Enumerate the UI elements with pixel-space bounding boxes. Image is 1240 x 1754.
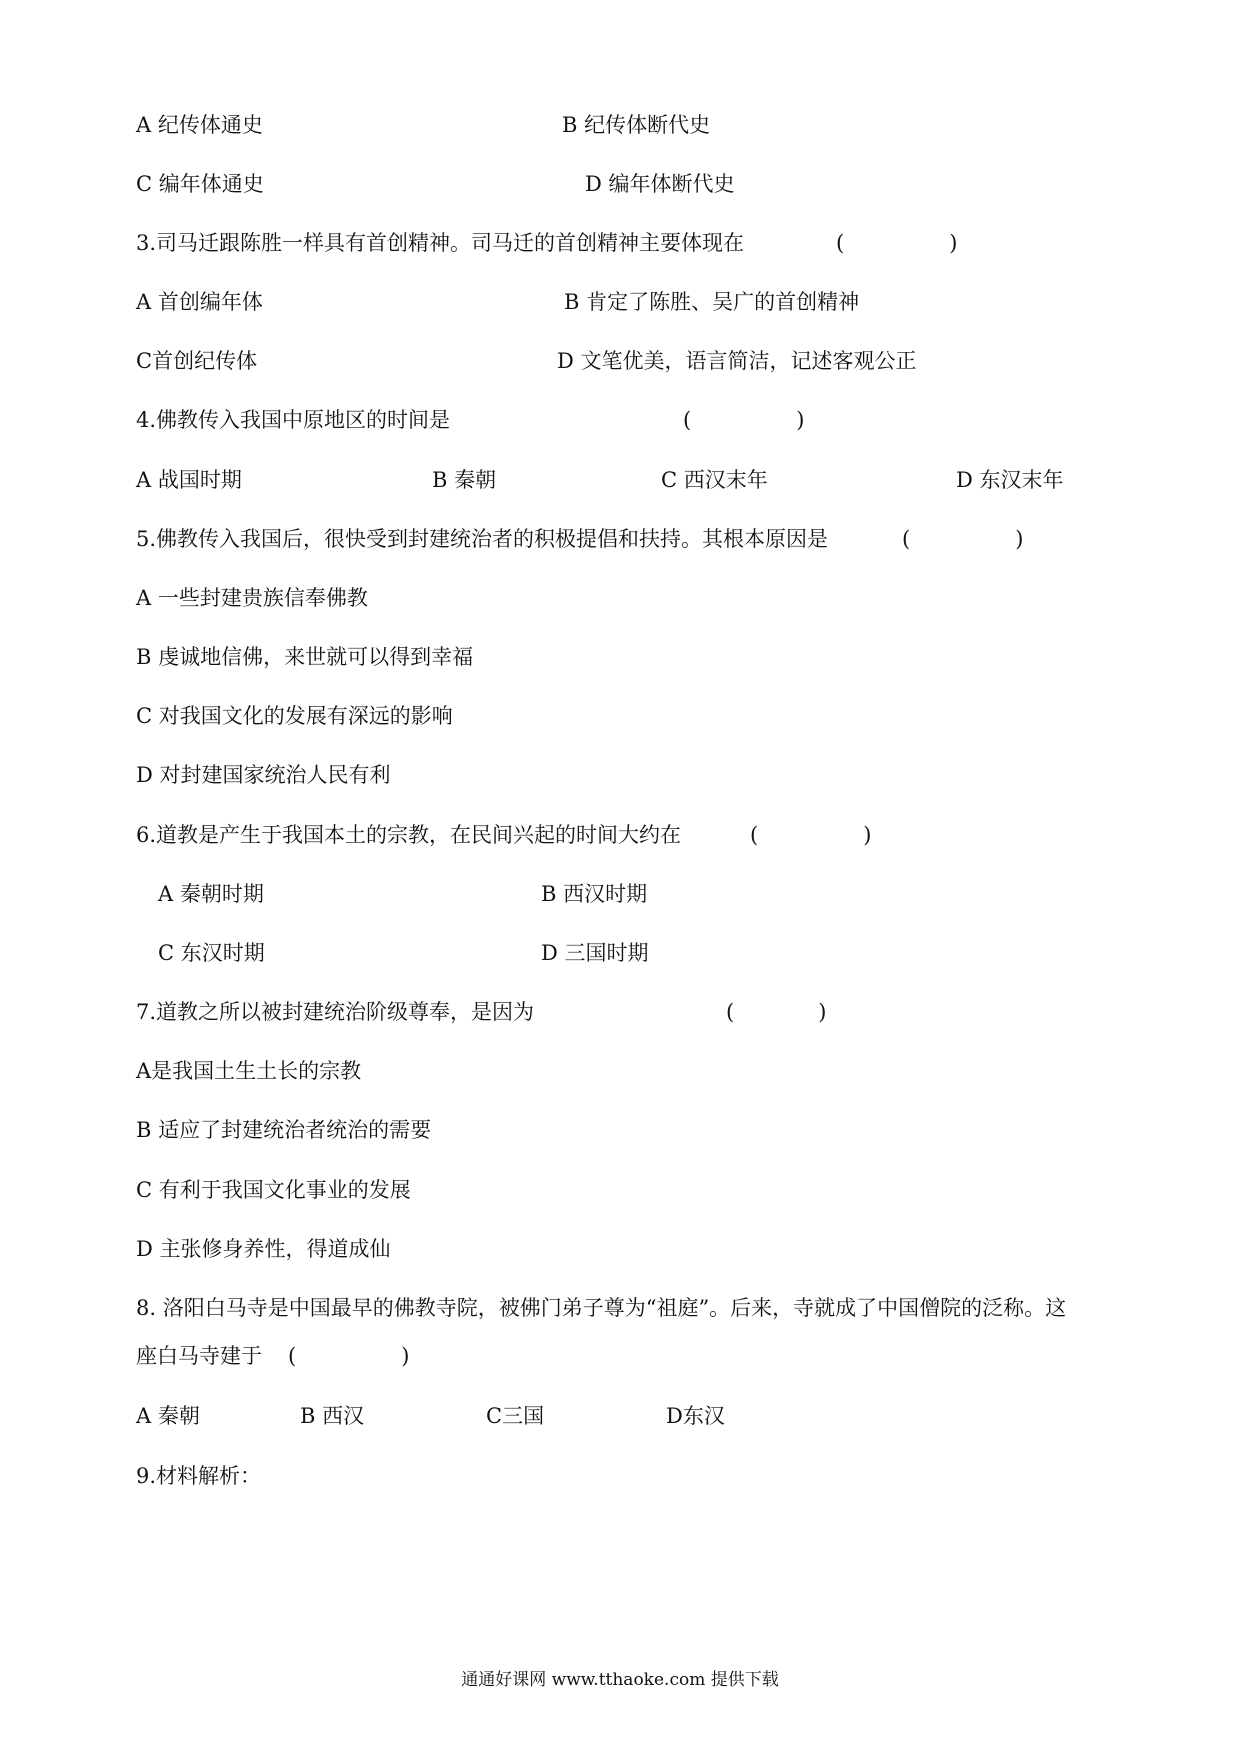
q7-option-b[interactable]: B 适应了封建统治者统治的需要 — [136, 1118, 432, 1142]
q8-option-a[interactable]: A 秦朝 — [136, 1404, 200, 1428]
q3-option-c[interactable]: C首创纪传体 — [136, 349, 258, 373]
page-footer: 通通好课网 www.tthaoke.com 提供下载 — [461, 1670, 779, 1690]
q7-stem: 7.道教之所以被封建统治阶级尊奉，是因为 — [136, 1000, 535, 1024]
q5-option-d[interactable]: D 对封建国家统治人民有利 — [136, 763, 391, 787]
q3-stem: 3.司马迁跟陈胜一样具有首创精神。司马迁的首创精神主要体现在 — [136, 231, 745, 255]
q5-option-b[interactable]: B 虔诚地信佛，来世就可以得到幸福 — [136, 645, 474, 669]
q5-option-c[interactable]: C 对我国文化的发展有深远的影响 — [136, 704, 453, 728]
q7-option-a[interactable]: A是我国土生土长的宗教 — [136, 1059, 362, 1083]
q8-option-c[interactable]: C三国 — [486, 1404, 545, 1428]
q4-option-d[interactable]: D 东汉末年 — [956, 468, 1064, 492]
q6-option-d[interactable]: D 三国时期 — [541, 941, 649, 965]
q3-answer-blank[interactable]: ( ) — [836, 231, 958, 255]
q3-option-b[interactable]: B 肯定了陈胜、吴广的首创精神 — [564, 290, 860, 314]
q4-answer-blank[interactable]: ( ) — [683, 408, 805, 432]
q8-stem-line-1: 8. 洛阳白马寺是中国最早的佛教寺院，被佛门弟子尊为“祖庭”。后来，寺就成了中国僧院的泛称。这 — [136, 1296, 1067, 1320]
q4-option-c[interactable]: C 西汉末年 — [661, 468, 768, 492]
q4-stem: 4.佛教传入我国中原地区的时间是 — [136, 408, 451, 432]
q3-option-d[interactable]: D 文笔优美，语言简洁，记述客观公正 — [557, 349, 917, 373]
q4-option-b[interactable]: B 秦朝 — [432, 468, 497, 492]
q8-option-b[interactable]: B 西汉 — [300, 1404, 365, 1428]
q2-option-c[interactable]: C 编年体通史 — [136, 172, 264, 196]
q8-option-d[interactable]: D东汉 — [666, 1404, 725, 1428]
q8-answer-blank[interactable]: ( ) — [288, 1344, 410, 1368]
q2-option-b[interactable]: B 纪传体断代史 — [562, 113, 711, 137]
q6-answer-blank[interactable]: ( ) — [750, 823, 872, 847]
q8-stem-line-2: 座白马寺建于 — [136, 1344, 262, 1368]
q6-option-a[interactable]: A 秦朝时期 — [158, 882, 264, 906]
q7-option-d[interactable]: D 主张修身养性，得道成仙 — [136, 1237, 391, 1261]
q9-stem: 9.材料解析： — [136, 1464, 262, 1488]
q4-option-a[interactable]: A 战国时期 — [136, 468, 242, 492]
q5-answer-blank[interactable]: ( ) — [902, 527, 1024, 551]
q5-option-a[interactable]: A 一些封建贵族信奉佛教 — [136, 586, 368, 610]
q2-option-a[interactable]: A 纪传体通史 — [136, 113, 263, 137]
q7-option-c[interactable]: C 有利于我国文化事业的发展 — [136, 1178, 411, 1202]
q6-option-c[interactable]: C 东汉时期 — [158, 941, 265, 965]
q5-stem: 5.佛教传入我国后，很快受到封建统治者的积极提倡和扶持。其根本原因是 — [136, 527, 829, 551]
q3-option-a[interactable]: A 首创编年体 — [136, 290, 263, 314]
q6-stem: 6.道教是产生于我国本土的宗教，在民间兴起的时间大约在 — [136, 823, 682, 847]
q2-option-d[interactable]: D 编年体断代史 — [585, 172, 735, 196]
q6-option-b[interactable]: B 西汉时期 — [541, 882, 648, 906]
q7-answer-blank[interactable]: ( ) — [726, 1000, 827, 1024]
